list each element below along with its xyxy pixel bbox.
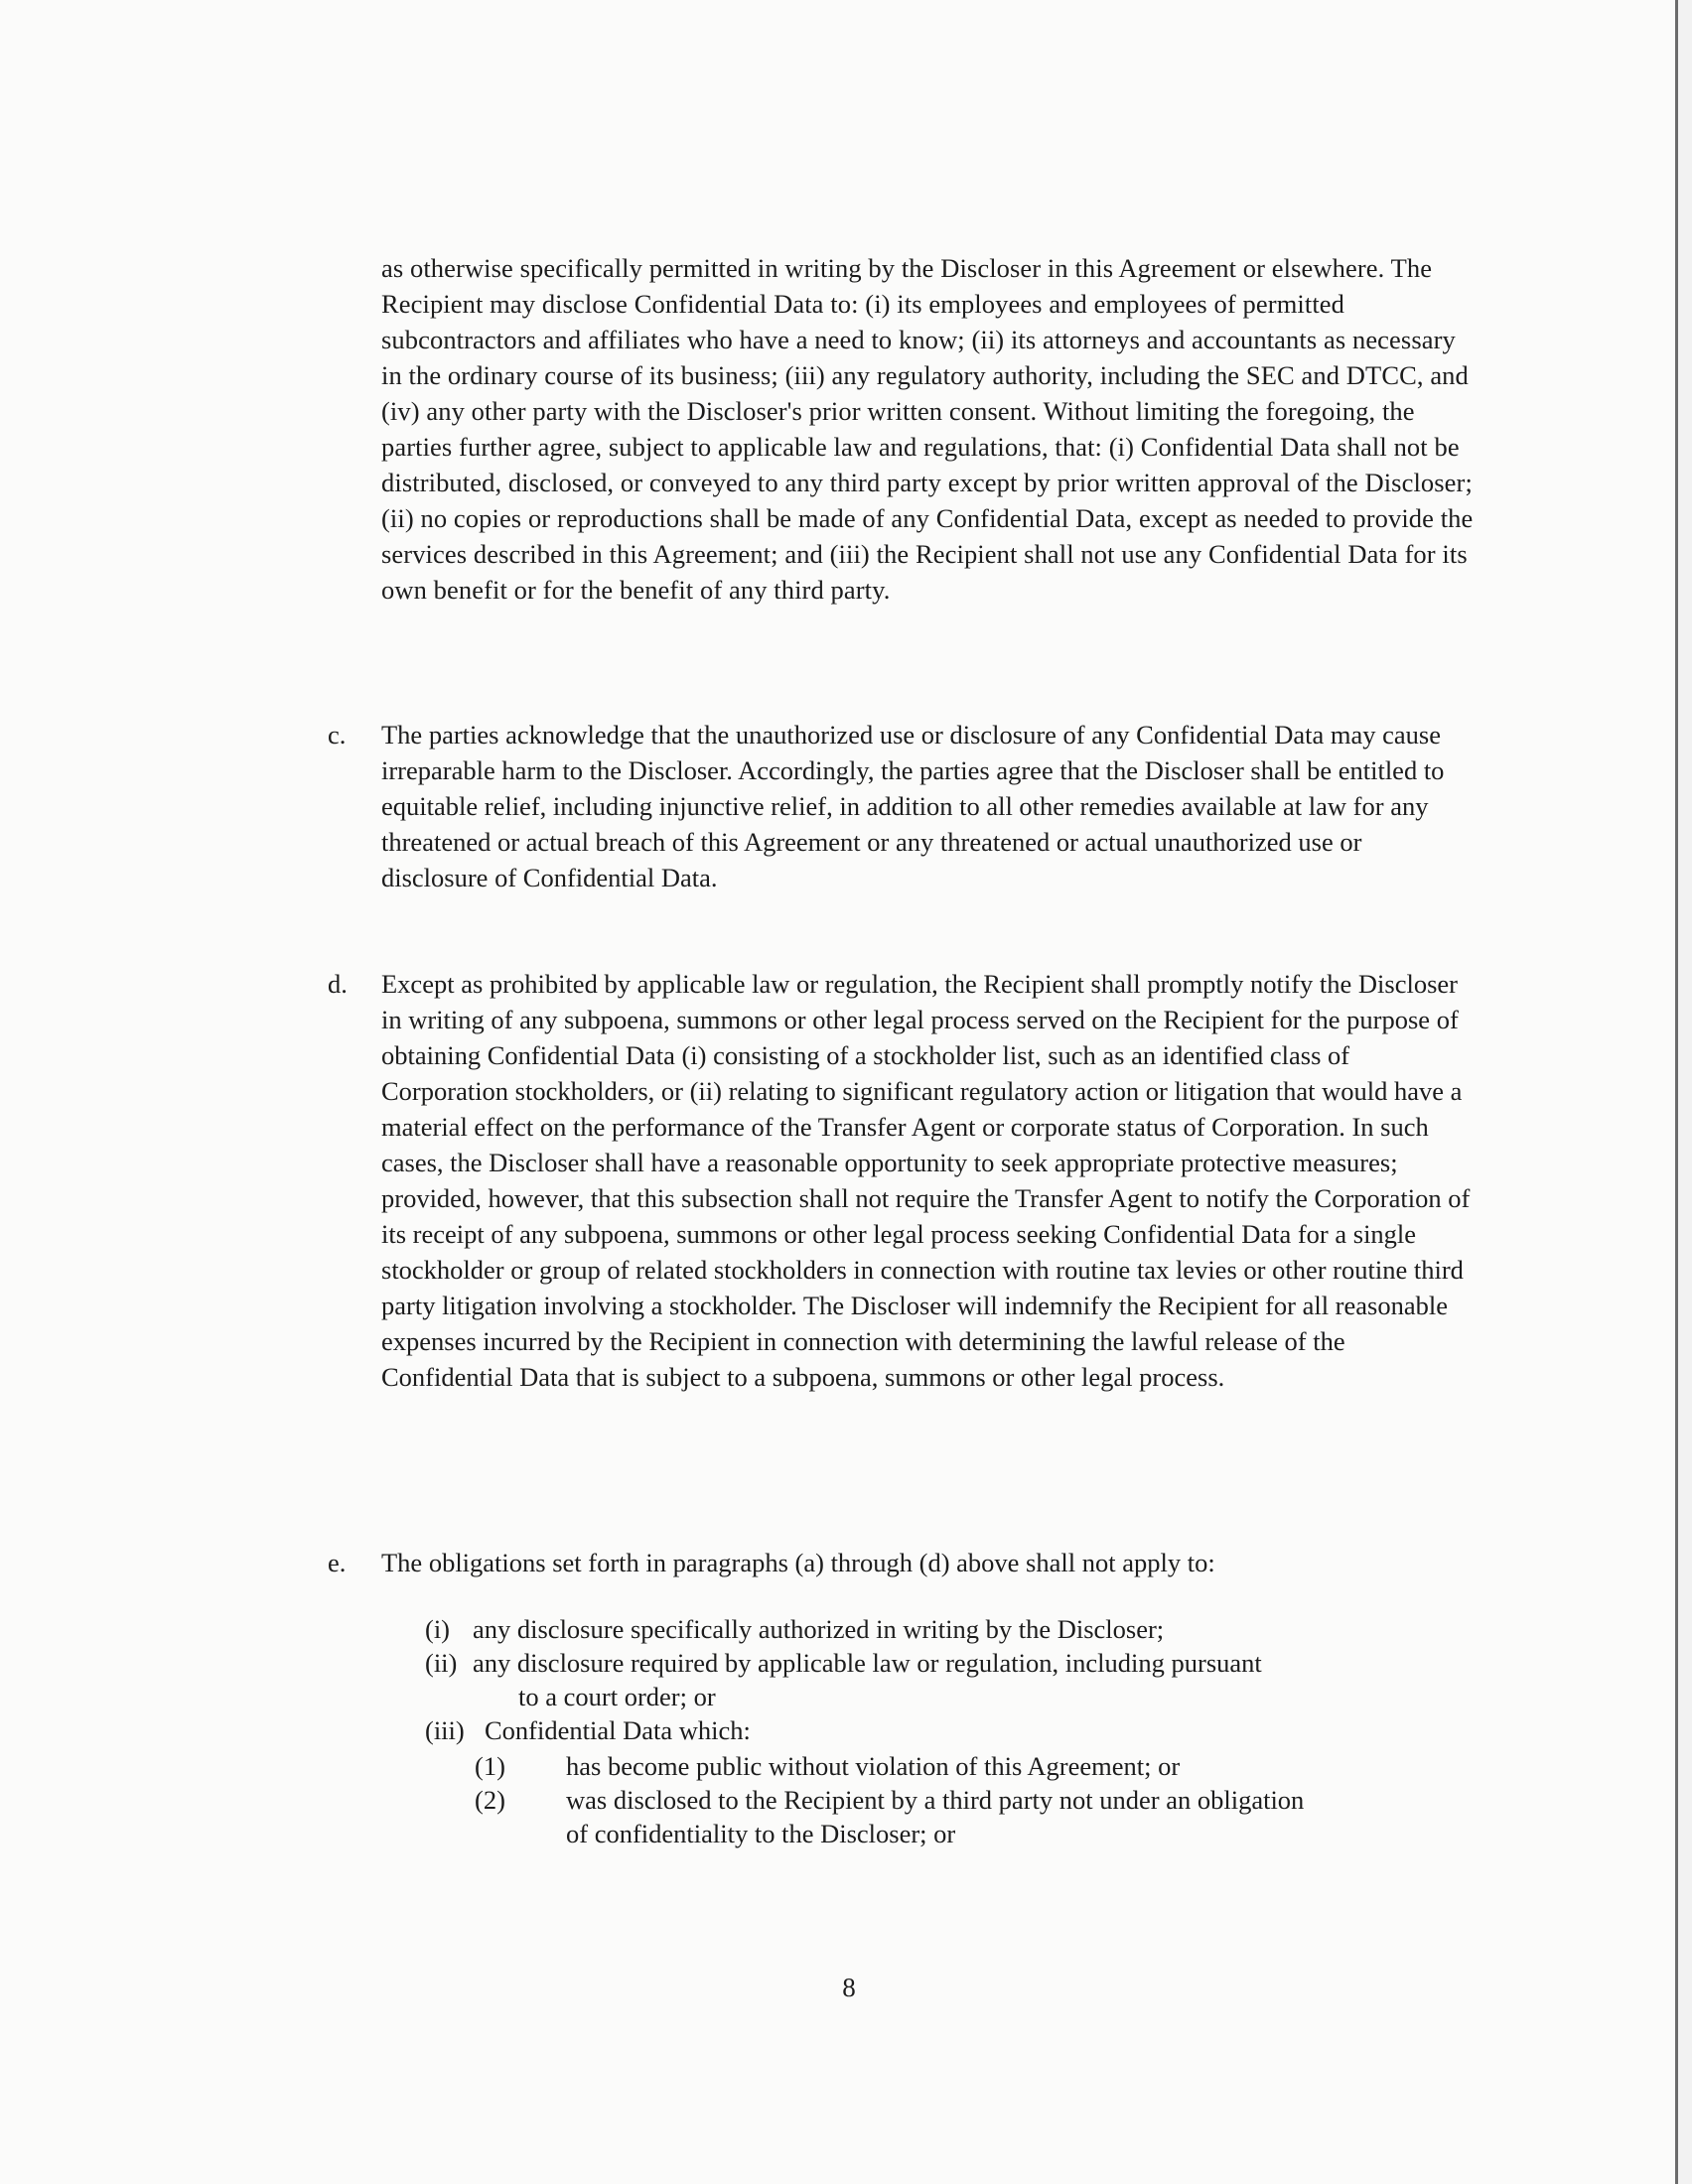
page-edge-line xyxy=(1675,0,1678,2184)
item-label: c. xyxy=(328,720,347,750)
subitem-text: was disclosed to the Recipient by a third party not under an obligation xyxy=(566,1785,1305,1815)
subitem-number: (i) xyxy=(425,1614,451,1644)
subitem-number: (ii) xyxy=(425,1648,458,1678)
subitem-text: Confidential Data which: xyxy=(485,1715,751,1745)
subitem-number: (1) xyxy=(475,1751,505,1781)
subitem-text-continued: of confidentiality to the Discloser; or xyxy=(566,1819,956,1848)
item-text: Except as prohibited by applicable law or regulation, the Recipient shall promptly notify the Discloser in writing of any subpoena, summons or other legal process served on the Recipient for the purpose of obtaining Confidential Data (i) consisting of a stockholder list, such as an identified class of Corporation stockholders, or (ii) relating to significant regulatory action or litigation that would have a material effect on the performance of the Transfer Agent or corporate status of Corporation. In such cases, the Discloser shall have a reasonable opportunity to seek appropriate protective measures; provided, however, that this subsection shall not require the Transfer Agent to notify the Corporation of its receipt of any subpoena, summons or other legal process seeking Confidential Data for a single stockholder or group of related stockholders in connection with routine tax levies or other routine third party litigation involving a stockholder. The Discloser will indemnify the Recipient for all reasonable expenses incurred by the Recipient in connection with determining the lawful release of the Confidential Data that is subject to a subpoena, summons or other legal process. xyxy=(381,969,1471,1392)
subitem-number: (2) xyxy=(475,1785,505,1815)
subitem-text-continued: to a court order; or xyxy=(518,1682,716,1711)
item-label: d. xyxy=(328,969,348,999)
subitem-text: any disclosure specifically authorized in writing by the Discloser; xyxy=(473,1614,1165,1644)
subitem-text: has become public without violation of this Agreement; or xyxy=(566,1751,1181,1781)
page-number: 8 xyxy=(842,1973,856,2002)
continued-paragraph: as otherwise specifically permitted in writing by the Discloser in this Agreement or elsewhere. The Recipient may disclose Confidential Data to: (i) its employees and employees of permitted subcontractors and affiliates who have a need to know; (ii) its attorneys and accountants as necessary in the ordinary course of its business; (iii) any regulatory authority, including the SEC and DTCC, and (iv) any other party with the Discloser's prior written consent. Without limiting the foregoing, the parties further agree, subject to applicable law and regulations, that: (i) Confidential Data shall not be distributed, disclosed, or conveyed to any third party except by prior written approval of the Discloser; (ii) no copies or reproductions shall be made of any Confidential Data, except as needed to provide the services described in this Agreement; and (iii) the Recipient shall not use any Confidential Data for its own benefit or for the benefit of any third party. xyxy=(381,253,1474,605)
item-label: e. xyxy=(328,1548,347,1577)
item-text: The obligations set forth in paragraphs (a) through (d) above shall not apply to: xyxy=(381,1548,1215,1577)
subitem-number: (iii) xyxy=(425,1715,465,1745)
subitem-text: any disclosure required by applicable law or regulation, including pursuant xyxy=(473,1648,1262,1678)
page-edge-shadow xyxy=(1678,0,1692,2184)
item-text: The parties acknowledge that the unauthorized use or disclosure of any Confidential Data may cause irreparable harm to the Discloser. Accordingly, the parties agree that the Discloser shall be entitled to equitable relief, including injunctive relief, in addition to all other remedies available at law for any threatened or actual breach of this Agreement or any threatened or actual unauthorized use or disclosure of Confidential Data. xyxy=(381,720,1445,892)
